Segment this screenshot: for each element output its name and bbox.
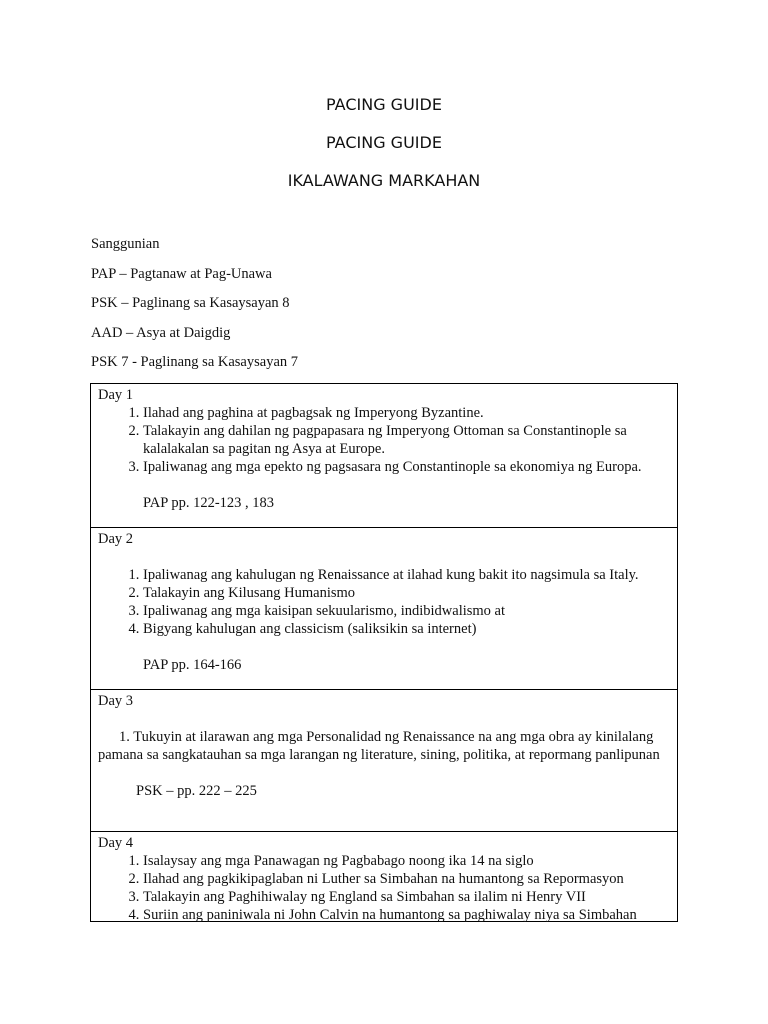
day-2-cell xyxy=(91,528,677,690)
list-item: 2. Talakayin ang dahilan ng pagpapasara ng Imperyong Ottoman sa Constantinople sa kalalakalan sa pagitan ng Asya at Europe. xyxy=(143,422,671,458)
day-label: Day 3 xyxy=(98,693,134,709)
list-item: 2. Ilahad ang pagkikipaglaban ni Luther sa Simbahan na humantong sa Repormasyon xyxy=(143,870,671,888)
page-subtitle: PACING GUIDE xyxy=(326,133,442,152)
list-item: 2. Talakayin ang Kilusang Humanismo xyxy=(143,584,671,602)
page-reference: PSK – pp. 222 – 225 xyxy=(136,783,257,799)
list-item: 4. Suriin ang paniniwala ni John Calvin na humantong sa paghiwalay niya sa Simbahan xyxy=(143,906,671,924)
day-label: Day 4 xyxy=(98,835,134,851)
quarter-heading: IKALAWANG MARKAHAN xyxy=(287,171,481,190)
list-item: 1. Ipaliwanag ang kahulugan ng Renaissance at ilahad kung bakit ito nagsimula sa Italy. xyxy=(143,566,671,584)
reference-item: PSK – Paglinang sa Kasaysayan 8 xyxy=(91,295,290,312)
day-label: Day 1 xyxy=(98,387,134,403)
page-reference: PAP pp. 122-123 , 183 xyxy=(143,495,275,511)
day-label: Day 2 xyxy=(98,531,134,547)
references-list xyxy=(91,235,298,383)
day-4-objectives xyxy=(98,852,671,924)
reference-item: PAP – Pagtanaw at Pag-Unawa xyxy=(91,265,272,282)
list-item: 3. Ipaliwanag ang mga kaisipan sekuularismo, indibidwalismo at xyxy=(143,602,671,620)
list-item: 1. Isalaysay ang mga Panawagan ng Pagbabago noong ika 14 na siglo xyxy=(143,852,671,870)
reference-item: PSK 7 - Paglinang sa Kasaysayan 7 xyxy=(91,354,299,371)
pacing-table xyxy=(90,383,678,922)
page-title: PACING GUIDE xyxy=(326,95,442,114)
references-heading: Sanggunian xyxy=(91,236,160,252)
day-4-cell xyxy=(91,832,677,921)
list-item: 3. Talakayin ang Paghihiwalay ng England sa Simbahan sa ilalim ni Henry VII xyxy=(143,888,671,906)
list-item: 3. Ipaliwanag ang mga epekto ng pagsasara ng Constantinople sa ekonomiya ng Europa. xyxy=(143,458,671,476)
list-item: 4. Bigyang kahulugan ang classicism (saliksikin sa internet) xyxy=(143,620,671,638)
day-1-cell xyxy=(91,384,677,528)
day-1-objectives xyxy=(98,404,671,476)
list-item: 1. Ilahad ang paghina at pagbagsak ng Imperyong Byzantine. xyxy=(143,404,671,422)
page-reference: PAP pp. 164-166 xyxy=(143,657,242,673)
day-3-objective: 1. Tukuyin at ilarawan ang mga Personalidad ng Renaissance na ang mga obra ay kinilalang pamana sa sangkatauhan sa mga larangan ng literature, sining, politika, at repormang panlipunan xyxy=(98,729,660,763)
reference-item: AAD – Asya at Daigdig xyxy=(91,324,231,341)
day-2-objectives xyxy=(98,566,671,638)
day-3-cell xyxy=(91,690,677,832)
